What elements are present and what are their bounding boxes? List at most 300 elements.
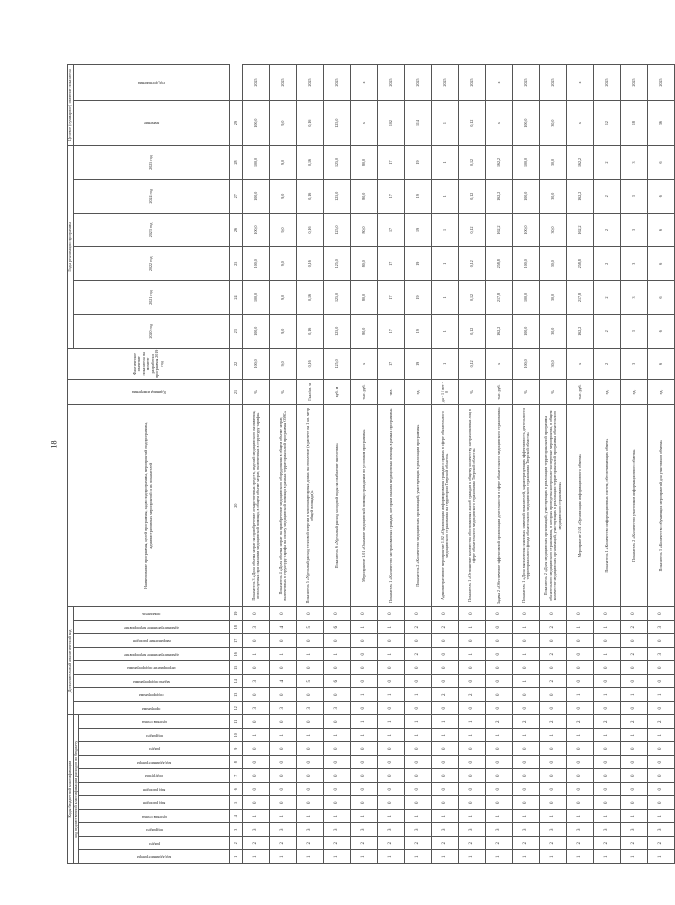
code-cell: 1 xyxy=(540,729,567,743)
code-cell: 0 xyxy=(621,742,648,756)
code-cell: 3 xyxy=(594,823,621,837)
row-name: Показатель 2 «Количество медицинских организаций, участвующих в реализации программы» xyxy=(405,404,432,607)
code-cell: 1 xyxy=(405,850,432,864)
code-cell: 0 xyxy=(486,674,513,688)
code-cell: 1 xyxy=(297,810,324,824)
row-target-year: 2025 xyxy=(378,65,405,101)
row-year-value: 3 xyxy=(621,146,648,180)
code-cell: 1 xyxy=(351,850,378,864)
code-cell: 3 xyxy=(513,823,540,837)
row-year-value: 100,0 xyxy=(243,179,270,213)
code-cell: 0 xyxy=(243,661,270,675)
code-cell: 1 xyxy=(486,729,513,743)
code-cell: 1 xyxy=(378,647,405,661)
table-row xyxy=(567,65,594,864)
code-cell: 0 xyxy=(324,796,351,810)
row-year-value: 162,2 xyxy=(567,179,594,213)
code-cell: 0 xyxy=(486,796,513,810)
code-cell: 0 xyxy=(648,674,675,688)
code-cell: 1 xyxy=(432,729,459,743)
row-target-value: 102 xyxy=(378,101,405,146)
code-cell: 0 xyxy=(513,634,540,648)
header-add-col: подпрограмма xyxy=(73,688,230,702)
code-cell: 1 xyxy=(621,688,648,702)
row-unit: тыс. руб. xyxy=(351,380,378,405)
code-cell: 3 xyxy=(648,620,675,634)
code-cell: 1 xyxy=(270,647,297,661)
code-cell: 5 xyxy=(297,620,324,634)
code-cell: 3 xyxy=(243,701,270,715)
code-cell: 3 xyxy=(324,823,351,837)
code-cell: 1 xyxy=(594,620,621,634)
row-unit: тыс. руб. xyxy=(486,380,513,405)
code-cell: 0 xyxy=(621,783,648,797)
code-cell: 0 xyxy=(378,769,405,783)
code-cell: 3 xyxy=(270,823,297,837)
code-cell: 0 xyxy=(324,688,351,702)
code-cell: 3 xyxy=(243,620,270,634)
code-cell: 0 xyxy=(378,634,405,648)
header-target-group: Целевое (суммарное) значение показателя xyxy=(68,65,74,146)
row-name: Административное мероприятие 1.02 «Организация информирования граждан о правах в сфере обязательного медицинского страхования на территории Тверской области» xyxy=(432,404,459,607)
code-cell: 0 xyxy=(540,742,567,756)
row-unit: чел. xyxy=(378,380,405,405)
code-cell: 0 xyxy=(513,607,540,621)
row-year-value: 162,2 xyxy=(486,314,513,348)
row-baseline: 6 xyxy=(648,348,675,380)
row-year-value: 0,16 xyxy=(297,314,324,348)
code-cell: 0 xyxy=(567,647,594,661)
row-baseline: 9,0 xyxy=(270,348,297,380)
code-cell: 0 xyxy=(594,769,621,783)
code-cell: 2 xyxy=(405,647,432,661)
header-code-col: код администратора xyxy=(79,756,230,770)
header-codes-group: Коды бюджетной классификации xyxy=(68,715,74,864)
row-target-year: 2025 xyxy=(324,65,351,101)
row-year-value: 80,0 xyxy=(351,213,378,247)
code-cell: 0 xyxy=(351,783,378,797)
code-cell: 1 xyxy=(432,715,459,729)
code-cell: 0 xyxy=(513,701,540,715)
header-years-group: Годы реализации программы xyxy=(68,146,74,349)
column-number: 4 xyxy=(230,810,243,824)
header-year: 2025 год xyxy=(73,146,230,180)
column-number: 14 xyxy=(230,674,243,688)
code-cell: 3 xyxy=(405,823,432,837)
code-cell: 0 xyxy=(486,607,513,621)
rotated-document xyxy=(67,64,664,864)
code-cell: 0 xyxy=(270,796,297,810)
code-cell: 0 xyxy=(486,634,513,648)
code-cell: 0 xyxy=(432,647,459,661)
row-year-value: 30,0 xyxy=(540,179,567,213)
row-year-value: 162,2 xyxy=(567,146,594,180)
row-name: Показатель 3 «Количество обучающих мероприятий для участников обмена» xyxy=(648,404,675,607)
code-cell: 3 xyxy=(567,823,594,837)
code-cell: 0 xyxy=(486,701,513,715)
column-number: 18 xyxy=(230,620,243,634)
row-year-value: 30,0 xyxy=(540,247,567,281)
row-year-value: 1 xyxy=(432,281,459,315)
code-cell: 1 xyxy=(351,620,378,634)
row-year-value: 80,0 xyxy=(351,281,378,315)
code-cell: 0 xyxy=(594,607,621,621)
row-year-value: 100,0 xyxy=(513,314,540,348)
code-cell: 0 xyxy=(459,674,486,688)
code-cell: 0 xyxy=(513,796,540,810)
code-cell: 2 xyxy=(621,715,648,729)
row-year-value: 17 xyxy=(378,247,405,281)
row-unit: Гкал/кв. м xyxy=(297,380,324,405)
row-year-value: 0,16 xyxy=(297,146,324,180)
row-target-year: 2025 xyxy=(540,65,567,101)
code-cell: 0 xyxy=(351,661,378,675)
code-cell: 0 xyxy=(378,674,405,688)
code-cell: 1 xyxy=(405,715,432,729)
code-cell: 1 xyxy=(297,729,324,743)
row-target-value: х xyxy=(567,101,594,146)
row-year-value: 6 xyxy=(648,213,675,247)
row-year-value: 17 xyxy=(378,281,405,315)
code-cell: 6 xyxy=(324,620,351,634)
code-cell: 0 xyxy=(459,661,486,675)
row-year-value: 100,0 xyxy=(513,146,540,180)
code-cell: 2 xyxy=(540,674,567,688)
row-year-value: 30,0 xyxy=(540,281,567,315)
column-number: 27 xyxy=(230,179,243,213)
code-cell: 0 xyxy=(243,688,270,702)
row-unit: ед. xyxy=(405,380,432,405)
code-cell: 6 xyxy=(324,674,351,688)
table-row xyxy=(459,65,486,864)
code-cell: 3 xyxy=(243,823,270,837)
code-cell: 0 xyxy=(648,634,675,648)
row-year-value: 100,0 xyxy=(243,247,270,281)
code-cell: 0 xyxy=(486,647,513,661)
code-cell: 0 xyxy=(621,607,648,621)
code-cell: 2 xyxy=(594,715,621,729)
code-cell: 0 xyxy=(540,688,567,702)
code-cell: 5 xyxy=(297,674,324,688)
code-cell: 1 xyxy=(513,647,540,661)
code-cell: 1 xyxy=(324,647,351,661)
code-cell: 0 xyxy=(459,634,486,648)
code-cell: 1 xyxy=(594,729,621,743)
code-cell: 0 xyxy=(567,661,594,675)
code-cell: 3 xyxy=(459,823,486,837)
code-cell: 2 xyxy=(486,715,513,729)
code-cell: 1 xyxy=(243,850,270,864)
row-baseline: 0,16 xyxy=(297,348,324,380)
code-cell: 1 xyxy=(378,729,405,743)
row-unit: ед. xyxy=(621,380,648,405)
code-cell: 0 xyxy=(540,783,567,797)
row-name: Показатель 2 «Доля медицинских организаций, участвующих в реализации территориальной программы обязательного медицинского страхования, в которых проведены контрольно-экспертные мероприятия, в общем количестве медицинских организаций, участвующих в реализации территориальной программы обязательного медицинского страхования» xyxy=(540,404,567,607)
row-year-value: 19 xyxy=(405,179,432,213)
code-cell: 2 xyxy=(540,620,567,634)
code-cell: 0 xyxy=(648,742,675,756)
header-add-col: административное мероприятие xyxy=(73,620,230,634)
row-year-value: 17 xyxy=(378,146,405,180)
code-cell: 0 xyxy=(432,756,459,770)
code-cell: 0 xyxy=(459,756,486,770)
code-cell: 0 xyxy=(540,634,567,648)
code-cell: 1 xyxy=(351,688,378,702)
code-cell: 0 xyxy=(513,661,540,675)
row-year-value: 17 xyxy=(378,179,405,213)
code-cell: 1 xyxy=(243,810,270,824)
row-year-value: 125,0 xyxy=(324,146,351,180)
code-cell: 0 xyxy=(405,701,432,715)
code-cell: 3 xyxy=(297,823,324,837)
column-number: 3 xyxy=(230,823,243,837)
code-cell: 0 xyxy=(297,796,324,810)
row-year-value: 162,2 xyxy=(567,213,594,247)
row-year-value: 0,16 xyxy=(297,281,324,315)
row-year-value: 0,16 xyxy=(297,247,324,281)
row-baseline: 19 xyxy=(405,348,432,380)
code-cell: 2 xyxy=(567,837,594,851)
table-row xyxy=(432,65,459,864)
code-cell: 0 xyxy=(243,715,270,729)
code-cell: 0 xyxy=(567,674,594,688)
row-target-value: 18 xyxy=(621,101,648,146)
column-number: 13 xyxy=(230,688,243,702)
code-cell: 0 xyxy=(540,701,567,715)
row-target-value: х xyxy=(351,101,378,146)
column-number: 12 xyxy=(230,701,243,715)
row-baseline: 2 xyxy=(594,348,621,380)
code-cell: 2 xyxy=(621,647,648,661)
code-cell: 0 xyxy=(243,742,270,756)
code-cell: 0 xyxy=(621,674,648,688)
code-cell: 3 xyxy=(324,701,351,715)
row-year-value: 1 xyxy=(432,179,459,213)
row-unit: % xyxy=(270,380,297,405)
code-cell: 0 xyxy=(567,701,594,715)
code-cell: 1 xyxy=(351,810,378,824)
code-cell: 2 xyxy=(540,647,567,661)
code-cell: 1 xyxy=(432,810,459,824)
header-add-col: направление расходов xyxy=(73,634,230,648)
header-code-col: целевая статья xyxy=(79,715,230,729)
column-number: 24 xyxy=(230,281,243,315)
row-year-value: 258,8 xyxy=(486,247,513,281)
code-cell: 2 xyxy=(405,620,432,634)
table-row xyxy=(621,65,648,864)
code-cell: 1 xyxy=(351,715,378,729)
row-year-value: 3 xyxy=(621,314,648,348)
row-year-value: 30,0 xyxy=(540,314,567,348)
code-cell: 0 xyxy=(621,701,648,715)
row-unit: да - 1 / нет - 0 xyxy=(432,380,459,405)
row-year-value: 1 xyxy=(432,314,459,348)
code-cell: 2 xyxy=(243,837,270,851)
row-year-value: 9,0 xyxy=(270,146,297,180)
code-cell: 0 xyxy=(297,688,324,702)
code-cell: 1 xyxy=(621,810,648,824)
row-year-value: 0,12 xyxy=(459,213,486,247)
code-cell: 0 xyxy=(432,634,459,648)
code-cell: 0 xyxy=(243,607,270,621)
row-year-value: 217,8 xyxy=(486,281,513,315)
row-year-value: 125,0 xyxy=(324,281,351,315)
code-cell: 0 xyxy=(270,769,297,783)
code-cell: 0 xyxy=(621,661,648,675)
code-cell: 0 xyxy=(243,796,270,810)
column-number: 28 xyxy=(230,146,243,180)
code-cell: 0 xyxy=(567,783,594,797)
code-cell: 1 xyxy=(567,620,594,634)
row-target-value: 30,0 xyxy=(540,101,567,146)
row-year-value: 125,0 xyxy=(324,314,351,348)
code-cell: 1 xyxy=(486,850,513,864)
row-year-value: 162,2 xyxy=(486,213,513,247)
code-cell: 2 xyxy=(432,837,459,851)
code-cell: 2 xyxy=(648,837,675,851)
code-cell: 2 xyxy=(351,837,378,851)
code-cell: 0 xyxy=(432,742,459,756)
code-cell: 1 xyxy=(567,688,594,702)
code-cell: 0 xyxy=(459,701,486,715)
code-cell: 3 xyxy=(297,701,324,715)
row-unit: % xyxy=(459,380,486,405)
code-cell: 3 xyxy=(351,823,378,837)
row-name: Показатель 1 «Количество информационных систем, обеспечивающих обмен» xyxy=(594,404,621,607)
row-year-value: 3 xyxy=(621,281,648,315)
row-target-year: х xyxy=(567,65,594,101)
row-year-value: 258,8 xyxy=(567,247,594,281)
row-year-value: 80,0 xyxy=(351,314,378,348)
code-cell: 0 xyxy=(378,607,405,621)
row-target-value: 12 xyxy=(594,101,621,146)
code-cell: 0 xyxy=(540,769,567,783)
code-cell: 0 xyxy=(324,756,351,770)
code-cell: 1 xyxy=(648,810,675,824)
code-cell: 0 xyxy=(324,634,351,648)
row-year-value: 2 xyxy=(594,281,621,315)
row-year-value: 9,0 xyxy=(270,213,297,247)
row-year-value: 3 xyxy=(621,213,648,247)
header-code-col: раздел xyxy=(79,837,230,851)
header-add-col: показатель xyxy=(73,607,230,621)
column-number: 6 xyxy=(230,783,243,797)
header-target-year: год достижения xyxy=(73,65,230,101)
code-cell: 1 xyxy=(324,729,351,743)
code-cell: 0 xyxy=(459,796,486,810)
header-year: 2021 год xyxy=(73,281,230,315)
row-name: Задача 2 «Обеспечение эффективной организации деятельности в сфере обязательного медицинского страхования» xyxy=(486,404,513,607)
code-cell: 1 xyxy=(513,674,540,688)
code-cell: 1 xyxy=(270,729,297,743)
code-cell: 0 xyxy=(621,756,648,770)
header-code-col: подраздел xyxy=(79,823,230,837)
code-cell: 1 xyxy=(594,647,621,661)
code-cell: 1 xyxy=(513,729,540,743)
code-cell: 0 xyxy=(378,701,405,715)
code-cell: 0 xyxy=(432,796,459,810)
code-cell: 0 xyxy=(513,756,540,770)
header-code-col: вид расходов xyxy=(79,783,230,797)
table-row xyxy=(351,65,378,864)
column-number: 16 xyxy=(230,647,243,661)
column-number: 9 xyxy=(230,742,243,756)
code-cell: 0 xyxy=(432,607,459,621)
row-year-value: 0,16 xyxy=(297,179,324,213)
header-code-col: код администратора xyxy=(79,850,230,864)
code-cell: 0 xyxy=(405,742,432,756)
row-year-value: 2 xyxy=(594,213,621,247)
code-cell: 0 xyxy=(405,634,432,648)
row-name: Показатель 1 «Отношение количества обоснованных жалоб граждан к общему количеству застрахованных лиц в сфере обязательного медицинского страхования Тверской области» xyxy=(459,404,486,607)
code-cell: 0 xyxy=(513,783,540,797)
code-cell: 2 xyxy=(567,715,594,729)
row-year-value: 9,0 xyxy=(270,247,297,281)
code-cell: 0 xyxy=(594,674,621,688)
page-number: 18 xyxy=(49,440,59,449)
code-cell: 2 xyxy=(270,837,297,851)
row-year-value: 0,12 xyxy=(459,179,486,213)
code-cell: 1 xyxy=(378,688,405,702)
table-row xyxy=(594,65,621,864)
code-cell: 0 xyxy=(567,796,594,810)
code-cell: 0 xyxy=(270,634,297,648)
row-year-value: 19 xyxy=(405,247,432,281)
code-cell: 1 xyxy=(459,620,486,634)
code-cell: 0 xyxy=(297,607,324,621)
code-cell: 2 xyxy=(459,688,486,702)
row-year-value: 30,0 xyxy=(540,146,567,180)
code-cell: 0 xyxy=(594,796,621,810)
code-cell: 1 xyxy=(513,620,540,634)
code-cell: 1 xyxy=(513,850,540,864)
code-cell: 0 xyxy=(540,661,567,675)
row-target-value: 100,0 xyxy=(243,101,270,146)
row-year-value: 100,0 xyxy=(243,281,270,315)
code-cell: 2 xyxy=(594,837,621,851)
row-year-value: 19 xyxy=(405,146,432,180)
code-cell: 0 xyxy=(270,661,297,675)
code-cell: 0 xyxy=(405,661,432,675)
code-cell: 0 xyxy=(405,783,432,797)
code-cell: 0 xyxy=(378,756,405,770)
row-target-year: 2025 xyxy=(648,65,675,101)
header-code-col: целевая статья xyxy=(79,810,230,824)
code-cell: 1 xyxy=(297,850,324,864)
column-number: 11 xyxy=(230,715,243,729)
row-year-value: 1 xyxy=(432,247,459,281)
code-cell: 0 xyxy=(270,756,297,770)
row-target-value: 9,0 xyxy=(270,101,297,146)
row-year-value: 1 xyxy=(432,213,459,247)
code-cell: 1 xyxy=(405,729,432,743)
row-target-value: 36 xyxy=(648,101,675,146)
header-code-col: подраздел xyxy=(79,729,230,743)
code-cell: 2 xyxy=(486,837,513,851)
code-cell: 0 xyxy=(459,769,486,783)
code-cell: 0 xyxy=(648,661,675,675)
code-cell: 1 xyxy=(540,850,567,864)
header-code-col: вид расходов xyxy=(79,796,230,810)
code-cell: 0 xyxy=(513,769,540,783)
table-row xyxy=(486,65,513,864)
row-name: Показатель 5 «Удельный расход тепловой энергии в многоквартирных домах на отопление (в расчете на 1 кв. метр общей площади)» xyxy=(297,404,324,607)
code-cell: 0 xyxy=(378,661,405,675)
code-cell: 3 xyxy=(540,823,567,837)
column-number: 23 xyxy=(230,314,243,348)
code-cell: 0 xyxy=(378,783,405,797)
code-cell: 0 xyxy=(243,756,270,770)
